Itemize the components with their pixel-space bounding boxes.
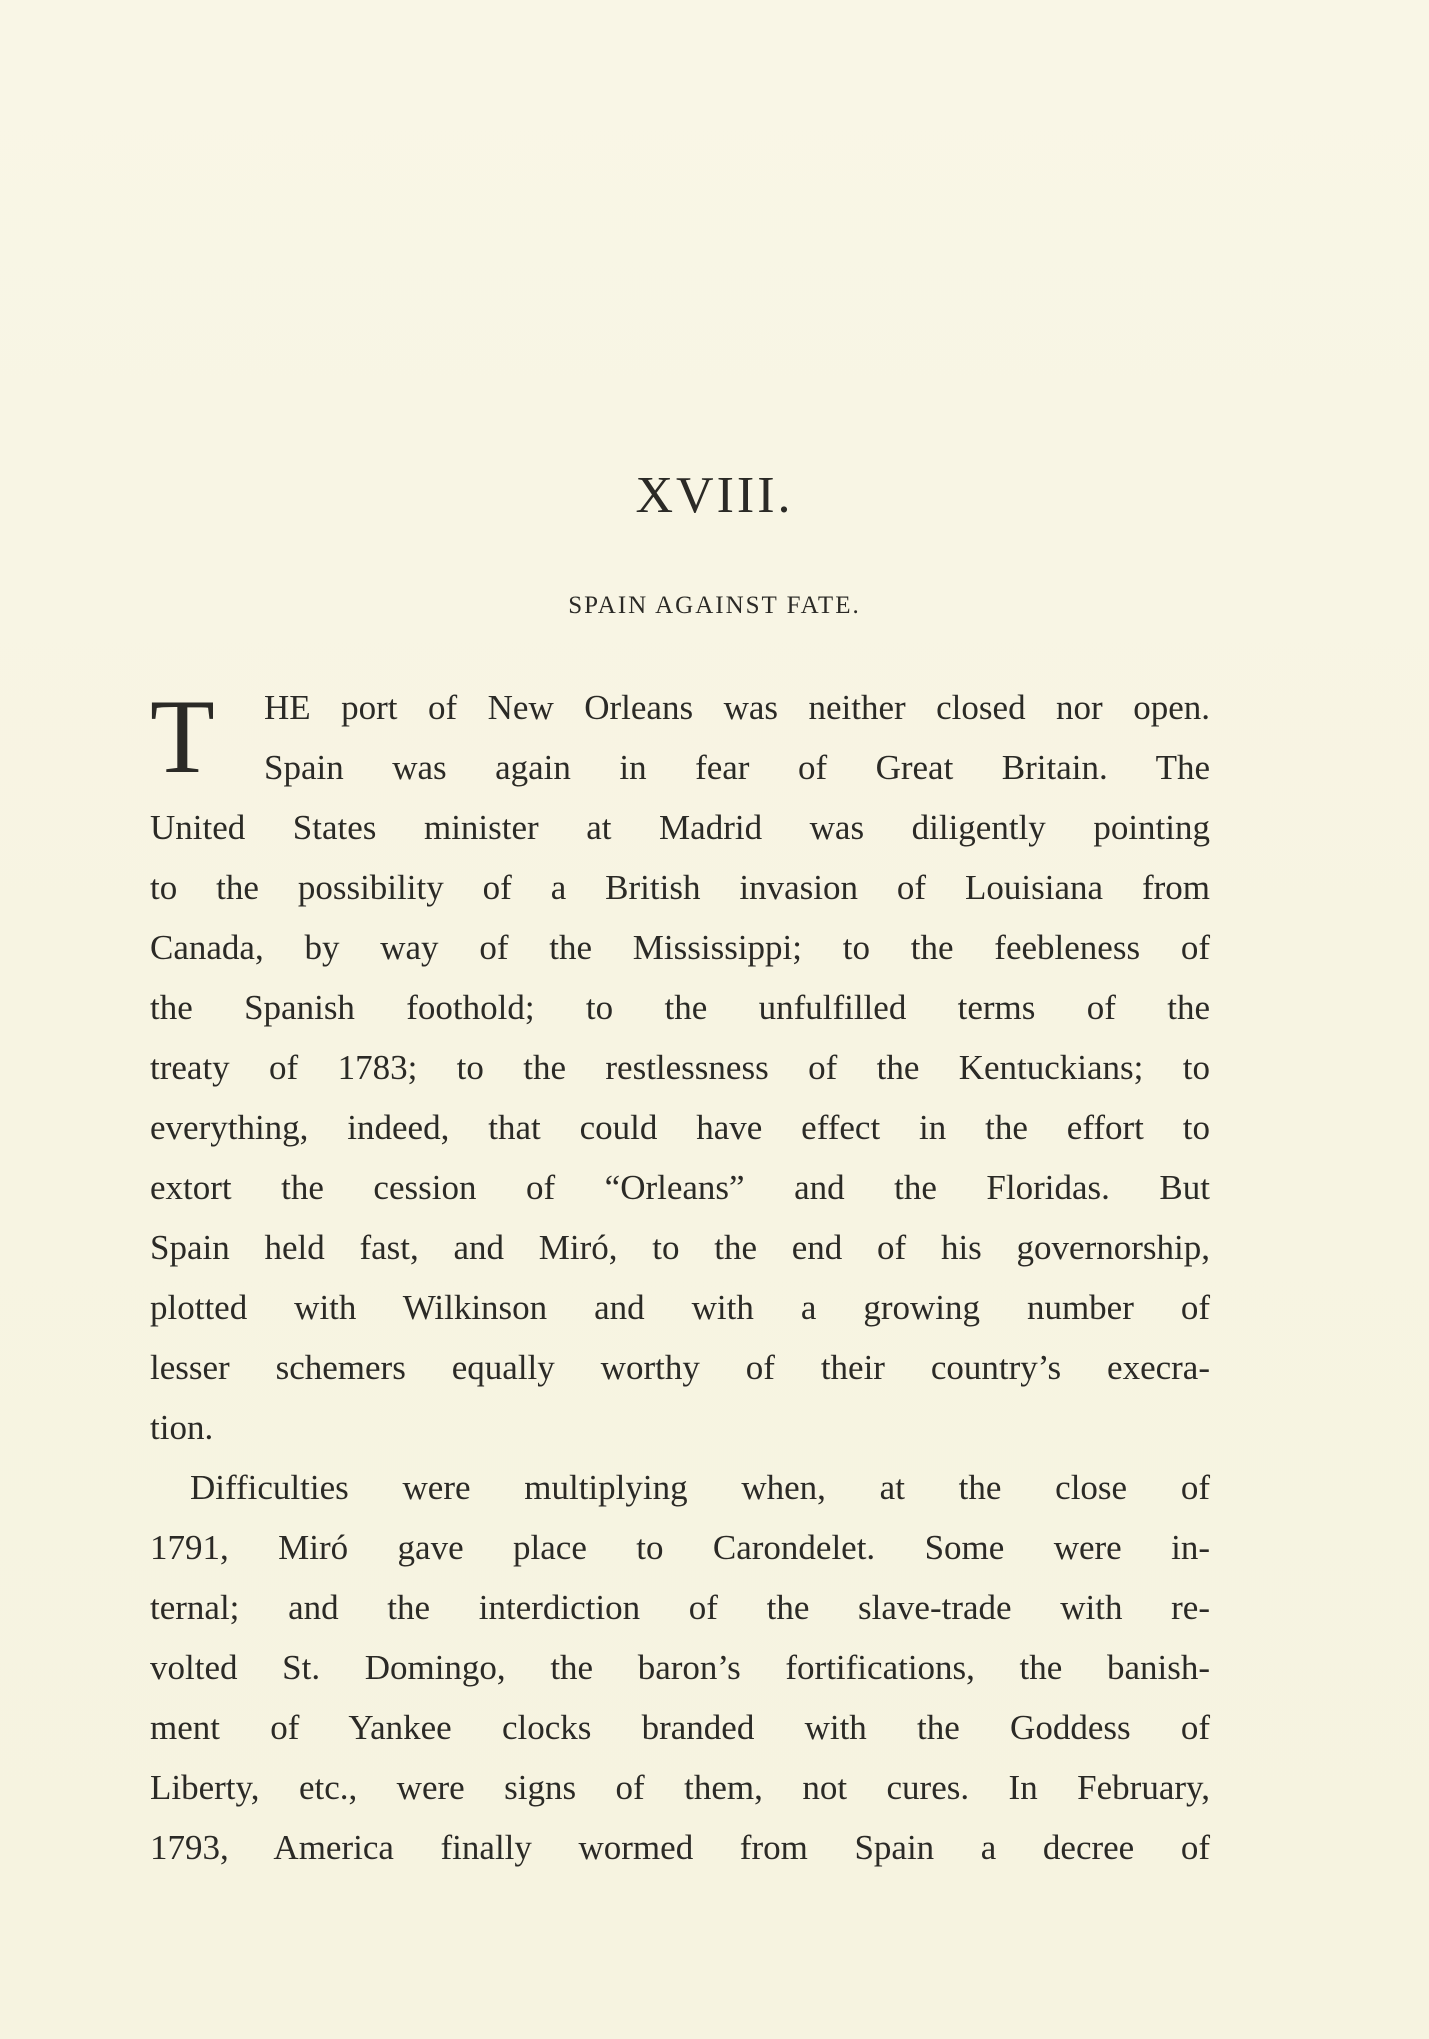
text-line: Spain held fast, and Miró, to the end of his governorship, xyxy=(150,1228,1210,1267)
text-line: United States minister at Madrid was diligently pointing xyxy=(150,808,1210,847)
text-line: Canada, by way of the Mississippi; to the feebleness of xyxy=(150,928,1210,967)
body-text xyxy=(150,678,1210,1878)
text-line: plotted with Wilkinson and with a growing number of xyxy=(150,1288,1210,1327)
text-line: everything, indeed, that could have effect in the effort to xyxy=(150,1108,1210,1147)
text-line: volted St. Domingo, the baron’s fortifications, the banish- xyxy=(150,1648,1210,1687)
chapter-number: XVIII. xyxy=(635,467,794,524)
text-line: lesser schemers equally worthy of their country’s execra- xyxy=(150,1348,1210,1387)
text-line: treaty of 1783; to the restlessness of the Kentuckians; to xyxy=(150,1048,1210,1087)
text-line: Difficulties were multiplying when, at the close of xyxy=(190,1468,1210,1507)
text-line: 1791, Miró gave place to Carondelet. Some were in- xyxy=(150,1528,1210,1567)
drop-cap: T xyxy=(150,678,215,795)
text-line: the Spanish foothold; to the unfulfilled terms of the xyxy=(150,988,1210,1027)
text-line: tion. xyxy=(150,1408,214,1447)
text-line: 1793, America finally wormed from Spain a decree of xyxy=(150,1828,1210,1867)
text-line: HE port of New Orleans was neither closed nor open. xyxy=(264,688,1210,727)
chapter-title: SPAIN AGAINST FATE. xyxy=(568,592,861,619)
text-line: to the possibility of a British invasion of Louisiana from xyxy=(150,868,1210,907)
text-line: Spain was again in fear of Great Britain. The xyxy=(264,748,1210,787)
text-line: ternal; and the interdiction of the slave-trade with re- xyxy=(150,1588,1210,1627)
text-line: ment of Yankee clocks branded with the Goddess of xyxy=(150,1708,1210,1747)
text-line: Liberty, etc., were signs of them, not cures. In February, xyxy=(150,1768,1210,1807)
text-line: extort the cession of “Orleans” and the Floridas. But xyxy=(150,1168,1210,1207)
